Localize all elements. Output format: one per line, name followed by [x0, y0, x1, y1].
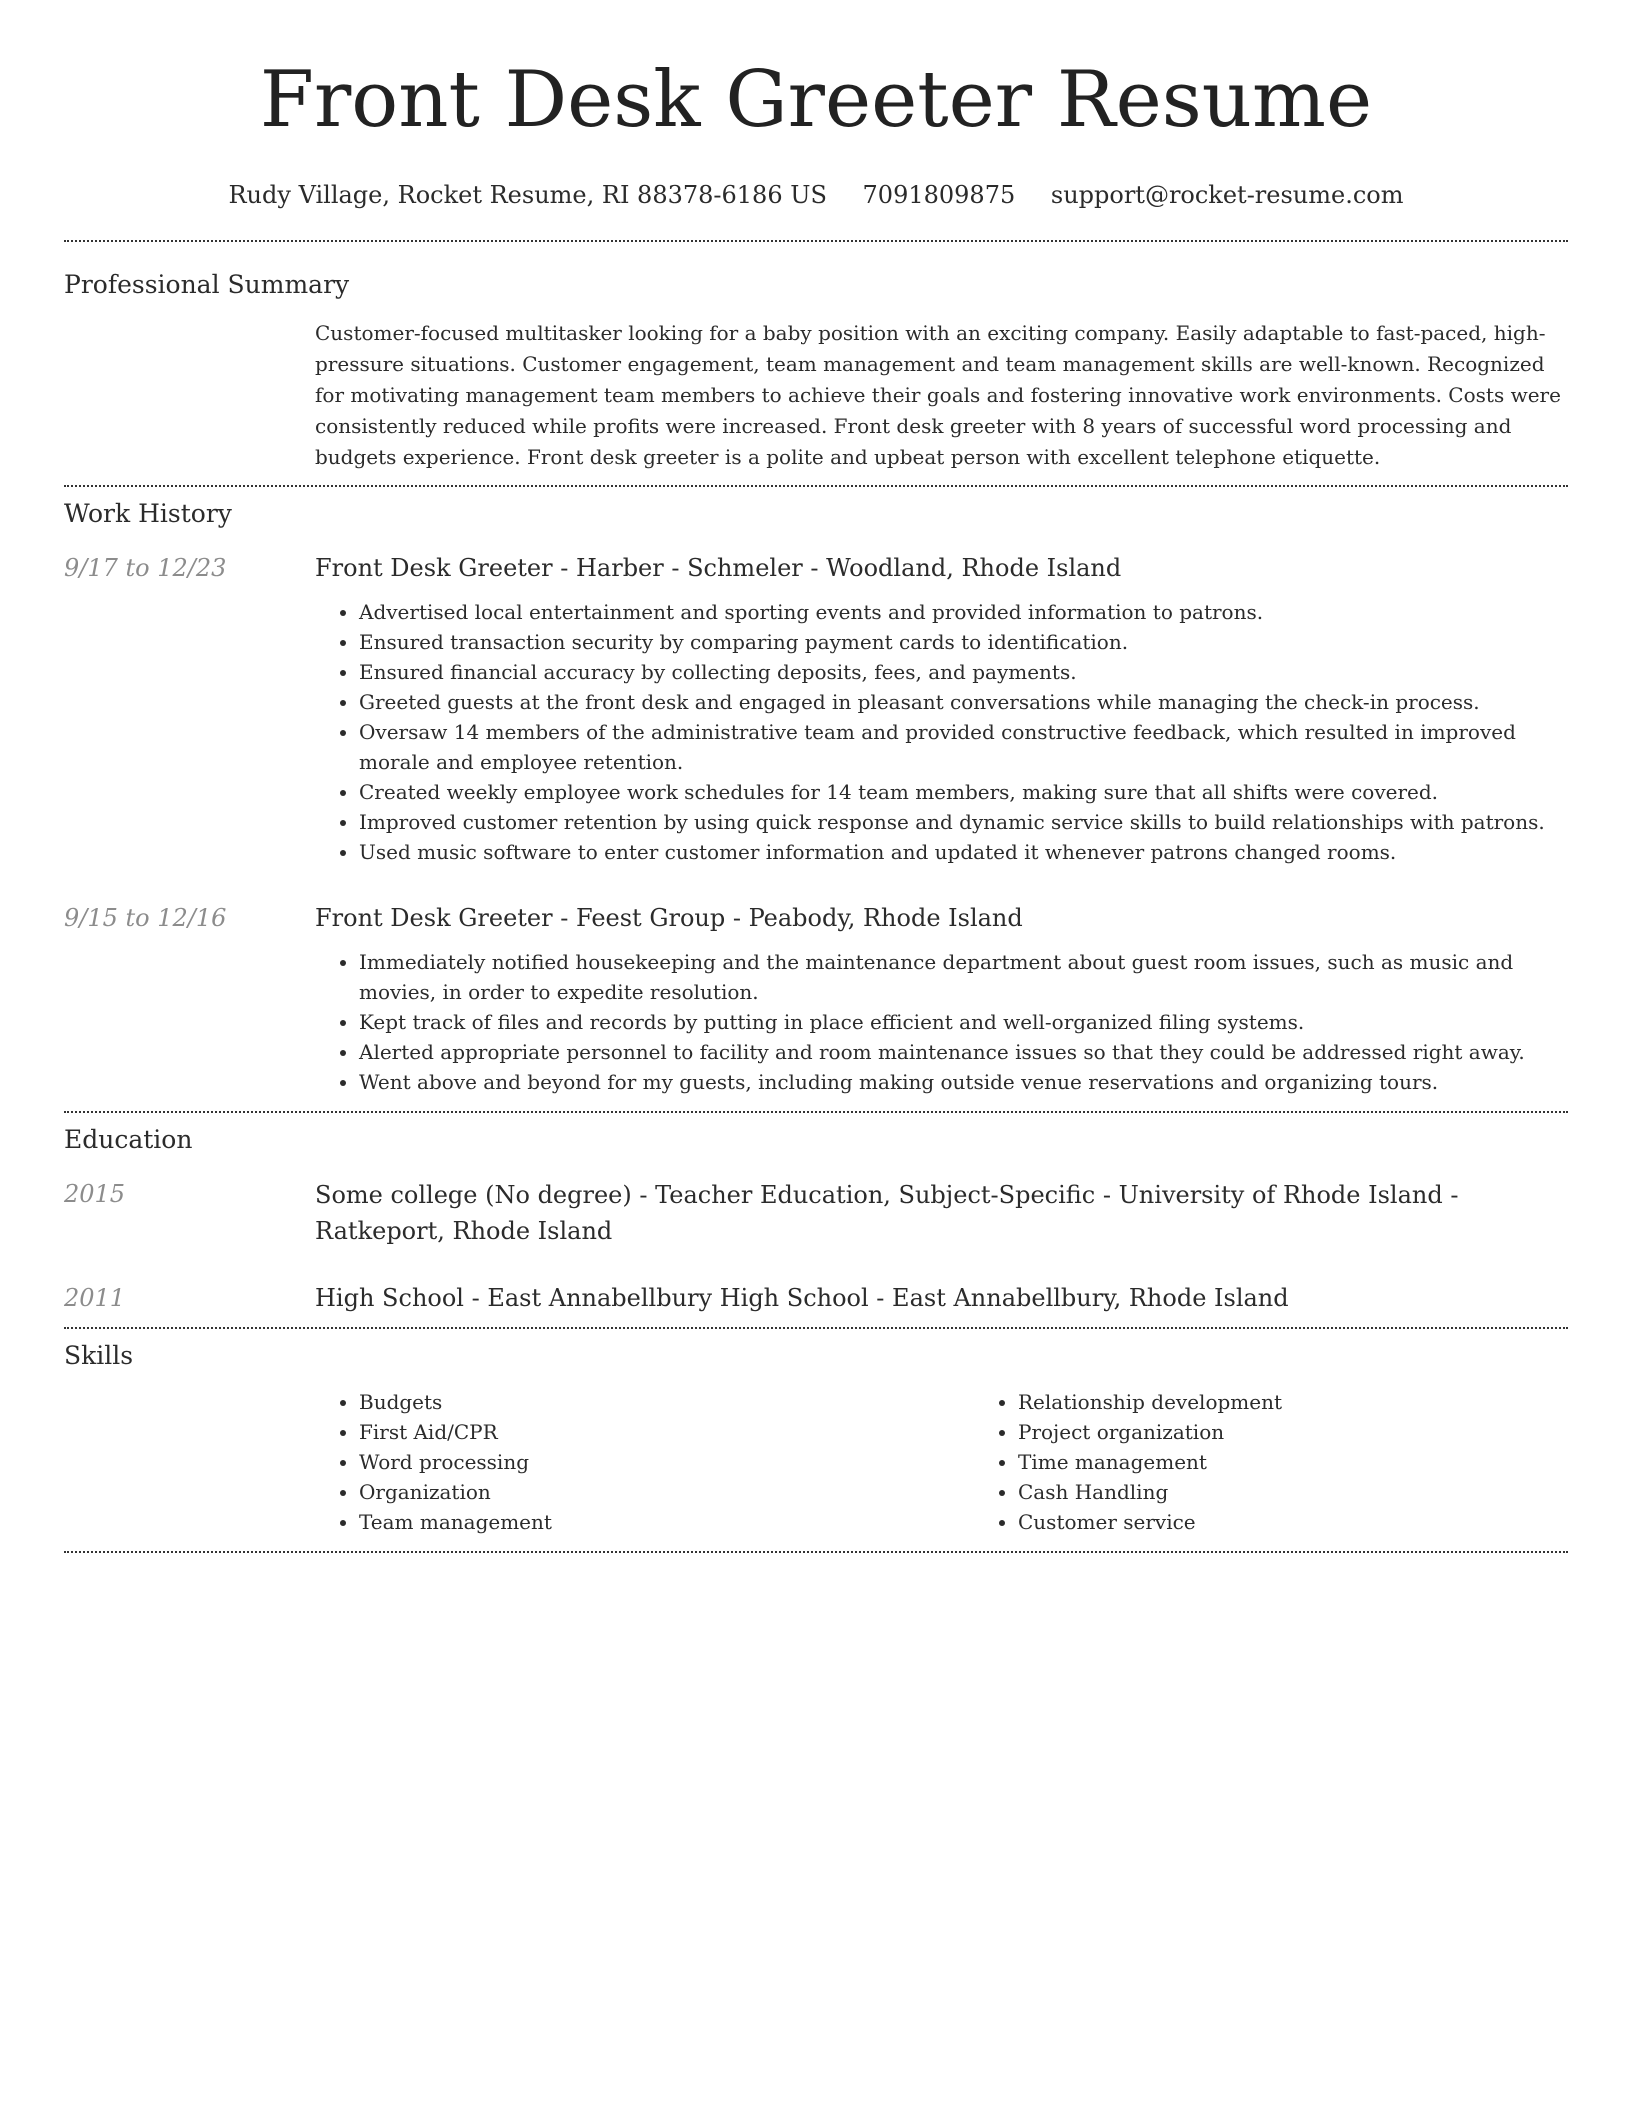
- job-entry: [64, 551, 1568, 867]
- education-section: [64, 1113, 1568, 1327]
- skill-item: • Budgets: [359, 1387, 974, 1417]
- section-title-summary: Professional Summary: [64, 270, 350, 299]
- job-title: Front Desk Greeter - Harber - Schmeler - Woodland, Rhode Island: [315, 554, 1122, 582]
- skill-item: • First Aid/CPR: [359, 1417, 974, 1447]
- list-item: • Improved customer retention by using quick response and dynamic service skills to build relationships with patrons.: [359, 807, 1568, 837]
- contact-phone: 7091809875: [862, 181, 1016, 209]
- resume-title: Front Desk Greeter Resume: [259, 55, 1373, 145]
- skill-item: • Time management: [1018, 1447, 1632, 1477]
- list-item: • Advertised local entertainment and sporting events and provided information to patrons.: [359, 597, 1568, 627]
- section-title-education: Education: [64, 1125, 193, 1154]
- section-title-skills: Skills: [64, 1341, 134, 1370]
- skill-item: • Customer service: [1018, 1507, 1632, 1537]
- list-item: • Used music software to enter customer information and updated it whenever patrons changed rooms.: [359, 837, 1568, 867]
- skills-list-right: [974, 1387, 1632, 1537]
- education-year: 2015: [64, 1180, 126, 1208]
- summary-text: Customer-focused multitasker looking for a baby position with an exciting company. Easily adaptable to fast-paced, high-pressure situations. Customer engagement, team management and team management skills are well-known. Recognized for motivating management team members to achieve their goals and fostering innovative work environments. Costs were consistently reduced while profits were increased. Front desk greeter with 8 years of successful word processing and budgets experience. Front desk greeter is a polite and upbeat person with excellent telephone etiquette.: [315, 321, 1561, 469]
- job-title: Front Desk Greeter - Feest Group - Peabody, Rhode Island: [315, 904, 1023, 932]
- list-item: • Kept track of files and records by putting in place efficient and well-organized filing systems.: [359, 1007, 1568, 1037]
- list-item: • Immediately notified housekeeping and the maintenance department about guest room issues, such as music and movies, in order to expedite resolution.: [359, 947, 1568, 1007]
- list-item: • Alerted appropriate personnel to facility and room maintenance issues so that they could be addressed right away.: [359, 1037, 1568, 1067]
- job-bullets: [315, 947, 1568, 1097]
- skills-section: [64, 1329, 1568, 1551]
- list-item: • Greeted guests at the front desk and engaged in pleasant conversations while managing the check-in process.: [359, 687, 1568, 717]
- skill-item: • Organization: [359, 1477, 974, 1507]
- job-dates: 9/17 to 12/23: [64, 554, 227, 582]
- list-item: • Ensured transaction security by comparing payment cards to identification.: [359, 627, 1568, 657]
- skills-grid: [315, 1387, 1632, 1537]
- work-history-section: [64, 487, 1568, 1111]
- contact-address: Rudy Village, Rocket Resume, RI 88378-6186 US: [228, 181, 827, 209]
- divider: [64, 1551, 1568, 1553]
- job-dates: 9/15 to 12/16: [64, 904, 227, 932]
- skill-item: • Project organization: [1018, 1417, 1632, 1447]
- contact-line: [64, 178, 1568, 212]
- job-bullets: [315, 597, 1568, 867]
- education-text: Some college (No degree) - Teacher Education, Subject-Specific - University of Rhode Island - Ratkeport, Rhode Island: [315, 1181, 1459, 1245]
- job-entry: [64, 901, 1568, 1097]
- skill-item: • Relationship development: [1018, 1387, 1632, 1417]
- list-item: • Went above and beyond for my guests, including making outside venue reservations and organizing tours.: [359, 1067, 1568, 1097]
- education-year: 2011: [64, 1284, 126, 1312]
- education-text: High School - East Annabellbury High School - East Annabellbury, Rhode Island: [315, 1284, 1289, 1312]
- education-entry: [64, 1281, 1568, 1315]
- summary-section: [64, 242, 1568, 485]
- list-item: • Ensured financial accuracy by collecting deposits, fees, and payments.: [359, 657, 1568, 687]
- skills-list-left: [315, 1387, 974, 1537]
- skill-item: • Team management: [359, 1507, 974, 1537]
- skill-item: • Word processing: [359, 1447, 974, 1477]
- section-title-work-history: Work History: [64, 499, 232, 528]
- list-item: • Oversaw 14 members of the administrative team and provided constructive feedback, which resulted in improved morale and employee retention.: [359, 717, 1568, 777]
- skill-item: • Cash Handling: [1018, 1477, 1632, 1507]
- list-item: • Created weekly employee work schedules for 14 team members, making sure that all shifts were covered.: [359, 777, 1568, 807]
- education-entry: [64, 1177, 1568, 1249]
- contact-email: support@rocket-resume.com: [1050, 181, 1404, 209]
